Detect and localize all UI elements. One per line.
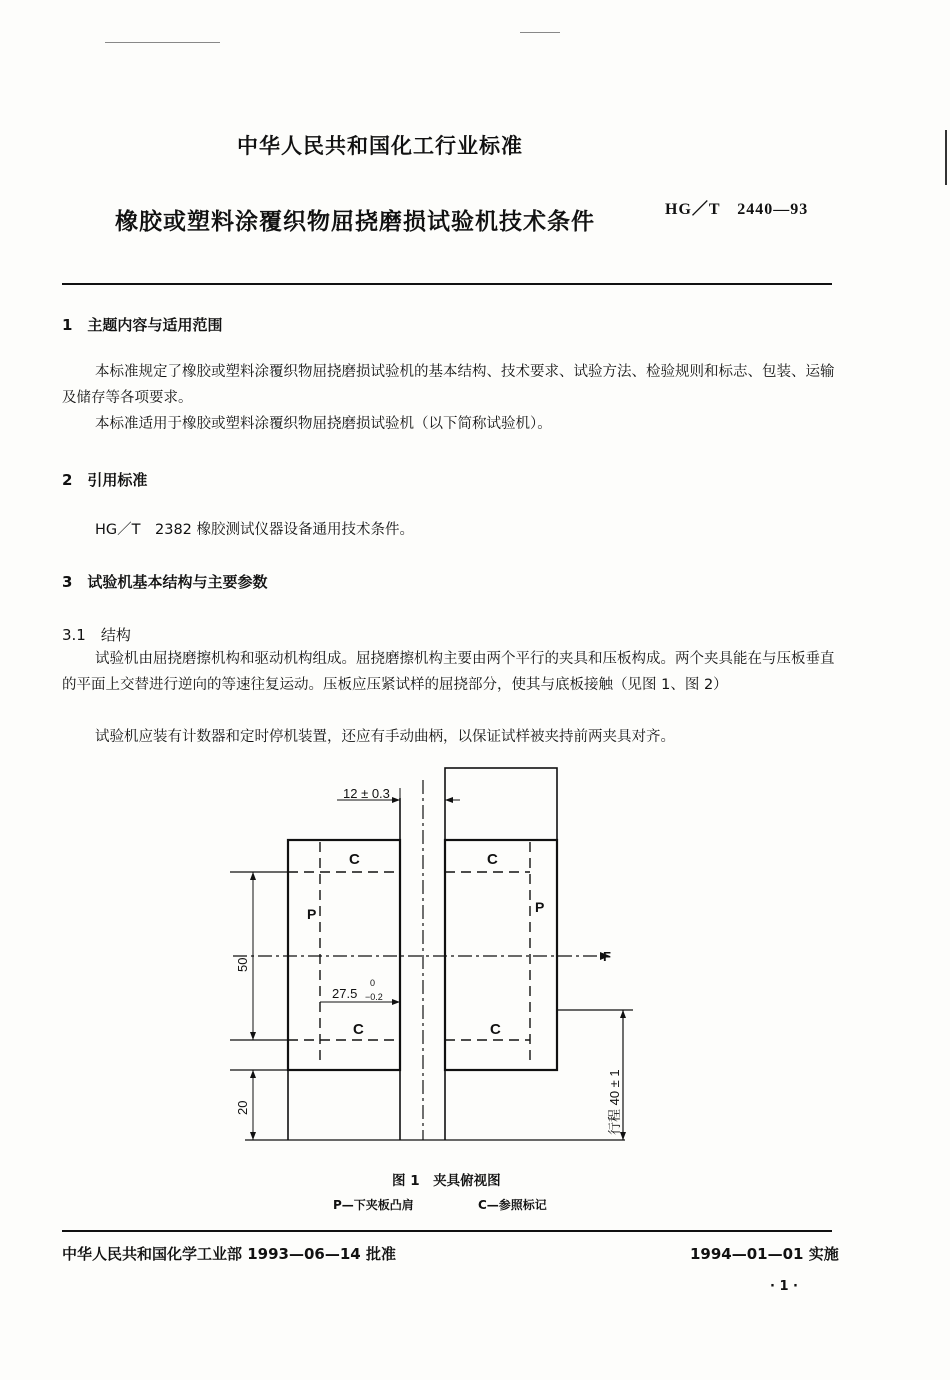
standard-number: HG／T 2440—93 <box>665 201 809 218</box>
section-3-1-heading: 3.1 结构 <box>62 626 131 644</box>
header-rule <box>62 283 832 285</box>
shoulder-mark-p: P <box>535 899 545 915</box>
effective-date: 1994—01—01 实施 <box>690 1245 839 1263</box>
right-clamp <box>445 840 557 1070</box>
section-1-para-2: 本标准适用于橡胶或塑料涂覆织物屈挠磨损试验机（以下简称试验机）。 <box>95 416 552 432</box>
figure-legend-c: C—参照标记 <box>478 1198 547 1212</box>
section-1-heading: 1 主题内容与适用范围 <box>62 316 223 334</box>
section-3-heading: 3 试验机基本结构与主要参数 <box>62 573 268 591</box>
shoulder-mark-p: P <box>307 906 317 922</box>
dim-20-label: 20 <box>235 1100 250 1115</box>
left-clamp <box>288 840 400 1070</box>
page-number: · 1 · <box>770 1279 798 1294</box>
scan-artifact <box>520 32 560 33</box>
footer-rule <box>62 1230 832 1232</box>
figure-1-fixture-top-view <box>225 760 645 1145</box>
figure-1-caption: 图 1 夹具俯视图 <box>392 1173 501 1189</box>
section-3-1-para-2: 试验机应装有计数器和定时停机装置，还应有手动曲柄，以保证试样被夹持前两夹具对齐。 <box>95 729 675 745</box>
scan-artifact <box>105 42 220 43</box>
ref-mark-c: C <box>490 1021 501 1038</box>
scan-artifact <box>945 130 947 185</box>
dim-27-5-upper-tol: 0 <box>370 978 376 988</box>
section-1-para-1: 本标准规定了橡胶或塑料涂覆织物屈挠磨损试验机的基本结构、技术要求、试验方法、检验规则和标志、包装、运输及储存等各项要求。 <box>62 364 835 406</box>
dim-27-5-lower-tol: −0.2 <box>365 992 383 1002</box>
approval-note: 中华人民共和国化学工业部 1993—06—14 批准 <box>62 1245 396 1263</box>
standard-category: 中华人民共和国化工行业标准 <box>237 134 523 158</box>
document-title: 橡胶或塑料涂覆织物屈挠磨损试验机技术条件 <box>115 209 595 235</box>
figure-legend-p: P—下夹板凸肩 <box>333 1198 414 1212</box>
ref-mark-c: C <box>353 1021 364 1038</box>
stroke-dim-label: 行程 40 ± 1 <box>607 1069 622 1135</box>
section-3-1-para-1: 试验机由屈挠磨擦机构和驱动机构组成。屈挠磨擦机构主要由两个平行的夹具和压板构成。两个夹具能在与压板垂直的平面上交替进行逆向的等速往复运动。压板应压紧试样的屈挠部分，使其与底板接触（见图 1、图 2） <box>62 651 835 693</box>
ref-mark-c: C <box>349 851 360 868</box>
ref-mark-c: C <box>487 851 498 868</box>
dim-50-label: 50 <box>235 957 250 972</box>
section-2-heading: 2 引用标准 <box>62 471 148 489</box>
upper-block <box>445 768 557 840</box>
section-2-reference: HG／T 2382 橡胶测试仪器设备通用技术条件。 <box>95 522 415 538</box>
dim-gap-label: 12 ± 0.3 <box>343 786 390 801</box>
axis-label-f: F <box>603 949 611 964</box>
dim-27-5-label: 27.5 <box>332 986 358 1001</box>
